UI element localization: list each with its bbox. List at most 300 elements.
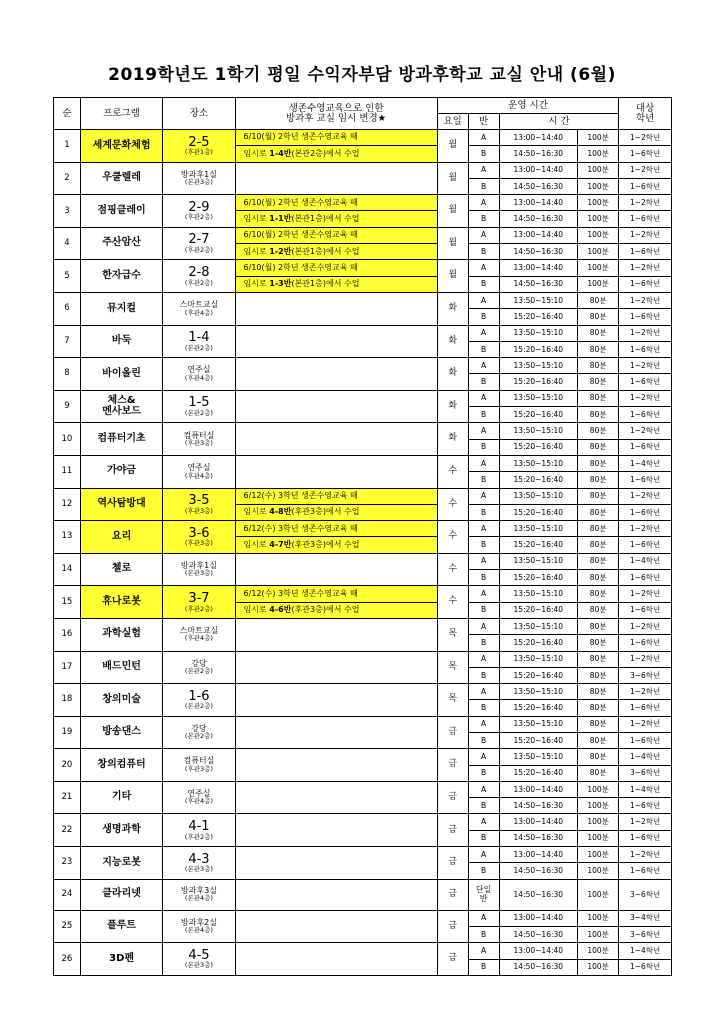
minutes-cell: 80분	[577, 374, 618, 390]
page-title: 2019학년도 1학기 평일 수익자부담 방과후학교 교실 안내 (6월)	[108, 65, 616, 85]
place-room: 방과후1실	[180, 169, 217, 179]
table-row	[54, 162, 672, 178]
table-row	[54, 227, 672, 243]
class-cell: A	[468, 358, 499, 374]
place-building: (후관4층)	[184, 634, 213, 643]
class-cell: A	[468, 130, 499, 146]
class-cell: A	[468, 943, 499, 959]
program-name-line: 과학실험	[102, 628, 141, 640]
note-empty	[235, 390, 437, 423]
note-suffix: (본관1층)에서 수업	[291, 279, 360, 289]
place-room: 2-5	[188, 134, 210, 150]
note-prefix: 임시로	[243, 213, 270, 223]
class-cell: B	[468, 667, 499, 683]
minutes-cell: 100분	[577, 146, 618, 162]
minutes-cell: 80분	[577, 504, 618, 520]
note-empty	[235, 716, 437, 749]
time-cell: 15:20~16:40	[499, 537, 577, 553]
program-name	[80, 325, 163, 358]
place-building: (본관2층)	[184, 408, 213, 417]
grade-cell: 1~6학년	[619, 276, 672, 292]
minutes-cell: 80분	[577, 765, 618, 781]
table-row	[54, 910, 672, 926]
place-room: 방과후1실	[180, 560, 217, 570]
place-building: (후관3층)	[184, 764, 213, 773]
place-room: 연주실	[187, 789, 211, 799]
place-room: 4-3	[188, 851, 210, 867]
grade-cell: 1~6학년	[619, 244, 672, 260]
place-building: (후관3층)	[184, 506, 213, 515]
grade-cell: 1~6학년	[619, 798, 672, 814]
minutes-cell: 80분	[577, 341, 618, 357]
place-room: 컴퓨터실	[183, 756, 215, 766]
minutes-cell: 100분	[577, 926, 618, 942]
place-room: 4-5	[188, 947, 210, 963]
class-cell: A	[468, 162, 499, 178]
class-cell: A	[468, 521, 499, 537]
note-suffix: (후관3층)에서 수업	[291, 539, 360, 549]
table-row	[54, 716, 672, 732]
place-building: (후관2층)	[184, 604, 213, 613]
program-name	[80, 227, 163, 260]
day-cell: 수	[437, 553, 468, 586]
minutes-cell: 100분	[577, 211, 618, 227]
class-cell: A	[468, 488, 499, 504]
minutes-cell: 80분	[577, 602, 618, 618]
minutes-cell: 80분	[577, 537, 618, 553]
class-cell: A	[468, 781, 499, 797]
minutes-cell: 100분	[577, 943, 618, 959]
schedule-table	[53, 97, 672, 976]
minutes-cell: 80분	[577, 667, 618, 683]
row-num: 13	[54, 521, 81, 554]
time-cell: 14:50~16:30	[499, 178, 577, 194]
program-name-line: 3D펜	[109, 952, 135, 964]
program-name	[80, 684, 163, 717]
class-cell: A	[468, 716, 499, 732]
note-empty	[235, 943, 437, 976]
class-cell: B	[468, 276, 499, 292]
header-note-line2: 방과후 교실 임시 변경★	[286, 112, 387, 124]
minutes-cell: 100분	[577, 130, 618, 146]
class-cell: A	[468, 260, 499, 276]
minutes-cell: 100분	[577, 781, 618, 797]
grade-cell: 1~6학년	[619, 407, 672, 423]
place-building: (본관4층)	[184, 894, 213, 903]
minutes-cell: 80분	[577, 423, 618, 439]
grade-cell: 1~2학년	[619, 227, 672, 243]
day-cell: 금	[437, 879, 468, 910]
program-name-line: 클라리넷	[102, 888, 141, 900]
grade-cell: 1~2학년	[619, 260, 672, 276]
note-line2	[235, 504, 437, 520]
note-empty	[235, 325, 437, 358]
time-cell: 14:50~16:30	[499, 926, 577, 942]
class-cell: A	[468, 586, 499, 602]
grade-cell: 1~2학년	[619, 684, 672, 700]
note-empty	[235, 292, 437, 325]
note-suffix: (본관1층)에서 수업	[291, 246, 360, 256]
program-name-line2: 멘사보드	[102, 405, 141, 417]
place-room: 강당	[191, 723, 207, 733]
place-building: (후관2층)	[184, 832, 213, 841]
note-line2	[235, 244, 437, 260]
header-num: 순	[54, 98, 81, 130]
program-name-line: 요리	[111, 530, 132, 542]
time-cell: 13:50~15:10	[499, 390, 577, 406]
program-name-line: 방송댄스	[102, 726, 141, 738]
time-cell: 13:50~15:10	[499, 423, 577, 439]
minutes-cell: 80분	[577, 570, 618, 586]
place-building: (후관2층)	[184, 278, 213, 287]
day-cell: 수	[437, 521, 468, 554]
class-cell: B	[468, 798, 499, 814]
program-name	[80, 195, 163, 228]
place-room: 스마트교실	[179, 626, 219, 636]
place-building: (본관2층)	[184, 343, 213, 352]
row-num: 26	[54, 943, 81, 976]
schedule-body	[54, 130, 672, 976]
program-name-line: 점핑클레이	[97, 204, 146, 216]
note-class: 4-6반	[269, 605, 292, 615]
table-row	[54, 130, 672, 146]
program-name-line: 첼로	[111, 563, 132, 575]
place-cell	[163, 910, 235, 943]
minutes-cell: 100분	[577, 814, 618, 830]
minutes-cell: 80분	[577, 309, 618, 325]
class-cell: B	[468, 472, 499, 488]
note-empty	[235, 781, 437, 814]
time-cell: 14:50~16:30	[499, 276, 577, 292]
place-cell	[163, 325, 235, 358]
class-cell: B	[468, 178, 499, 194]
time-cell: 13:50~15:10	[499, 292, 577, 308]
table-row	[54, 455, 672, 471]
day-cell: 금	[437, 943, 468, 976]
day-cell: 화	[437, 325, 468, 358]
program-name	[80, 651, 163, 684]
row-num: 9	[54, 390, 81, 423]
time-cell: 13:00~14:40	[499, 130, 577, 146]
day-cell: 화	[437, 292, 468, 325]
class-cell: A	[468, 292, 499, 308]
row-num: 14	[54, 553, 81, 586]
time-cell: 15:20~16:40	[499, 504, 577, 520]
program-name-line: 휴나로봇	[102, 595, 141, 607]
row-num: 21	[54, 781, 81, 814]
program-name	[80, 423, 163, 456]
grade-cell: 1~2학년	[619, 814, 672, 830]
header-time: 시 간	[499, 114, 619, 130]
note-empty	[235, 910, 437, 943]
minutes-cell: 80분	[577, 700, 618, 716]
minutes-cell: 100분	[577, 847, 618, 863]
note-empty	[235, 684, 437, 717]
place-cell	[163, 749, 235, 782]
class-cell: B	[468, 732, 499, 748]
class-cell: B	[468, 765, 499, 781]
time-cell: 13:50~15:10	[499, 651, 577, 667]
time-cell: 13:00~14:40	[499, 227, 577, 243]
time-cell: 13:00~14:40	[499, 260, 577, 276]
row-num: 10	[54, 423, 81, 456]
row-num: 7	[54, 325, 81, 358]
place-cell	[163, 684, 235, 717]
minutes-cell: 80분	[577, 292, 618, 308]
note-line2	[235, 602, 437, 618]
class-cell: B	[468, 374, 499, 390]
header-place: 장소	[163, 98, 235, 130]
class-cell: A	[468, 390, 499, 406]
time-cell: 13:50~15:10	[499, 684, 577, 700]
day-cell: 수	[437, 586, 468, 619]
program-name-line: 역사탐방대	[97, 498, 146, 510]
time-cell: 13:00~14:40	[499, 814, 577, 830]
grade-cell: 1~2학년	[619, 325, 672, 341]
note-prefix: 임시로	[243, 539, 270, 549]
note-empty	[235, 455, 437, 488]
program-name-line: 지능로봇	[102, 856, 141, 868]
time-cell: 13:00~14:40	[499, 781, 577, 797]
row-num: 1	[54, 130, 81, 163]
program-name-line: 창의컴퓨터	[97, 758, 146, 770]
grade-cell: 1~2학년	[619, 618, 672, 634]
place-room: 1-4	[188, 330, 210, 346]
place-cell	[163, 195, 235, 228]
class-cell: B	[468, 700, 499, 716]
table-row	[54, 651, 672, 667]
program-name	[80, 879, 163, 910]
time-cell: 15:20~16:40	[499, 765, 577, 781]
note-line1: 6/12(수) 3학년 생존수영교육 때	[235, 521, 437, 537]
grade-cell: 1~6학년	[619, 146, 672, 162]
class-cell	[468, 879, 499, 910]
table-row	[54, 781, 672, 797]
note-class: 1-2반	[269, 246, 292, 256]
minutes-cell: 100분	[577, 910, 618, 926]
program-name	[80, 455, 163, 488]
grade-cell: 1~4학년	[619, 781, 672, 797]
day-cell: 월	[437, 227, 468, 260]
grade-cell: 1~6학년	[619, 374, 672, 390]
minutes-cell: 100분	[577, 244, 618, 260]
note-empty	[235, 749, 437, 782]
class-cell: B	[468, 570, 499, 586]
minutes-cell: 80분	[577, 521, 618, 537]
note-suffix: (후관3층)에서 수업	[291, 605, 360, 615]
place-building: (본관3층)	[184, 961, 213, 970]
grade-cell: 1~6학년	[619, 537, 672, 553]
note-prefix: 임시로	[243, 148, 270, 158]
row-num: 5	[54, 260, 81, 293]
program-name-line: 창의미술	[102, 693, 141, 705]
day-cell: 금	[437, 910, 468, 943]
day-cell: 금	[437, 814, 468, 847]
minutes-cell: 100분	[577, 178, 618, 194]
place-cell	[163, 781, 235, 814]
time-cell: 13:50~15:10	[499, 455, 577, 471]
grade-cell: 3~4학년	[619, 910, 672, 926]
table-row	[54, 521, 672, 537]
place-room: 컴퓨터실	[183, 430, 215, 440]
minutes-cell: 80분	[577, 618, 618, 634]
place-cell	[163, 260, 235, 293]
grade-cell: 1~2학년	[619, 716, 672, 732]
place-building: (후관4층)	[184, 471, 213, 480]
grade-cell: 1~6학년	[619, 211, 672, 227]
table-row	[54, 618, 672, 634]
header-program: 프로그램	[80, 98, 163, 130]
time-cell: 15:20~16:40	[499, 439, 577, 455]
time-cell: 14:50~16:30	[499, 879, 577, 910]
grade-cell: 1~6학년	[619, 570, 672, 586]
minutes-cell: 80분	[577, 488, 618, 504]
place-room: 연주실	[187, 463, 211, 473]
class-cell: A	[468, 651, 499, 667]
program-name-line: 컴퓨터기초	[97, 432, 146, 444]
row-num: 12	[54, 488, 81, 521]
grade-cell: 1~2학년	[619, 130, 672, 146]
place-building: (후관2층)	[184, 245, 213, 254]
note-line1: 6/10(월) 2학년 생존수영교육 때	[235, 130, 437, 146]
class-cell: A	[468, 749, 499, 765]
grade-cell: 1~4학년	[619, 553, 672, 569]
class-cell: B	[468, 211, 499, 227]
program-name	[80, 390, 163, 423]
time-cell: 14:50~16:30	[499, 244, 577, 260]
day-cell: 수	[437, 488, 468, 521]
row-num: 17	[54, 651, 81, 684]
class-cell: B	[468, 537, 499, 553]
program-name-line: 플루트	[107, 920, 137, 932]
minutes-cell: 100분	[577, 276, 618, 292]
class-line1: 단일	[475, 885, 492, 895]
time-cell: 13:00~14:40	[499, 943, 577, 959]
program-name	[80, 130, 163, 163]
minutes-cell: 80분	[577, 749, 618, 765]
grade-cell: 3~6학년	[619, 667, 672, 683]
time-cell: 13:00~14:40	[499, 162, 577, 178]
grade-cell: 1~2학년	[619, 195, 672, 211]
note-empty	[235, 879, 437, 910]
class-cell: A	[468, 684, 499, 700]
place-building: (후관3층)	[184, 438, 213, 447]
time-cell: 14:50~16:30	[499, 211, 577, 227]
grade-cell: 1~6학년	[619, 635, 672, 651]
program-name	[80, 847, 163, 880]
row-num: 4	[54, 227, 81, 260]
row-num: 6	[54, 292, 81, 325]
grade-cell: 1~6학년	[619, 732, 672, 748]
note-prefix: 임시로	[243, 605, 270, 615]
note-suffix: (본관1층)에서 수업	[291, 213, 360, 223]
day-cell: 목	[437, 684, 468, 717]
note-prefix: 임시로	[243, 246, 270, 256]
minutes-cell: 80분	[577, 732, 618, 748]
day-cell: 목	[437, 651, 468, 684]
program-name-line: 뮤지컬	[107, 302, 137, 314]
grade-cell: 1~6학년	[619, 341, 672, 357]
note-line1: 6/10(월) 2학년 생존수영교육 때	[235, 260, 437, 276]
time-cell: 14:50~16:30	[499, 798, 577, 814]
class-cell: B	[468, 863, 499, 879]
time-cell: 15:20~16:40	[499, 732, 577, 748]
row-num: 19	[54, 716, 81, 749]
row-num: 3	[54, 195, 81, 228]
minutes-cell: 80분	[577, 716, 618, 732]
grade-cell: 1~6학년	[619, 472, 672, 488]
program-name-line: 바둑	[111, 335, 132, 347]
grade-cell: 1~6학년	[619, 863, 672, 879]
minutes-cell: 80분	[577, 553, 618, 569]
note-empty	[235, 651, 437, 684]
grade-cell: 1~6학년	[619, 504, 672, 520]
place-cell	[163, 130, 235, 163]
time-cell: 13:00~14:40	[499, 910, 577, 926]
note-class: 1-1반	[269, 213, 292, 223]
header-op-time: 운영 시간	[437, 98, 619, 114]
program-name	[80, 292, 163, 325]
grade-cell: 1~2학년	[619, 390, 672, 406]
note-class: 1-4반	[269, 148, 292, 158]
minutes-cell: 80분	[577, 586, 618, 602]
table-row	[54, 390, 672, 406]
time-cell: 13:50~15:10	[499, 553, 577, 569]
class-cell: B	[468, 830, 499, 846]
grade-cell: 1~2학년	[619, 586, 672, 602]
place-cell	[163, 716, 235, 749]
minutes-cell: 80분	[577, 325, 618, 341]
table-row	[54, 814, 672, 830]
day-cell: 금	[437, 749, 468, 782]
time-cell: 13:50~15:10	[499, 618, 577, 634]
place-building: (본관2층)	[184, 732, 213, 741]
row-num: 20	[54, 749, 81, 782]
day-cell: 월	[437, 195, 468, 228]
time-cell: 14:50~16:30	[499, 863, 577, 879]
class-cell: B	[468, 926, 499, 942]
place-cell	[163, 847, 235, 880]
minutes-cell: 100분	[577, 959, 618, 975]
note-line1: 6/10(월) 2학년 생존수영교육 때	[235, 227, 437, 243]
class-cell: B	[468, 244, 499, 260]
program-name	[80, 586, 163, 619]
grade-cell: 1~6학년	[619, 602, 672, 618]
program-name-line: 바이올린	[102, 367, 141, 379]
note-line1: 6/12(수) 3학년 생존수영교육 때	[235, 586, 437, 602]
place-building: (본관3층)	[184, 178, 213, 187]
table-row	[54, 488, 672, 504]
grade-cell: 1~6학년	[619, 439, 672, 455]
note-empty	[235, 162, 437, 195]
note-line1: 6/12(수) 3학년 생존수영교육 때	[235, 488, 437, 504]
place-cell	[163, 618, 235, 651]
day-cell: 월	[437, 130, 468, 163]
place-room: 2-8	[188, 264, 210, 280]
row-num: 16	[54, 618, 81, 651]
row-num: 15	[54, 586, 81, 619]
grade-cell: 1~2학년	[619, 651, 672, 667]
day-cell: 화	[437, 390, 468, 423]
grade-cell: 1~2학년	[619, 847, 672, 863]
note-empty	[235, 423, 437, 456]
grade-cell: 1~2학년	[619, 292, 672, 308]
class-cell: B	[468, 439, 499, 455]
grade-cell: 1~4학년	[619, 455, 672, 471]
day-cell: 금	[437, 781, 468, 814]
table-row	[54, 879, 672, 910]
note-empty	[235, 847, 437, 880]
